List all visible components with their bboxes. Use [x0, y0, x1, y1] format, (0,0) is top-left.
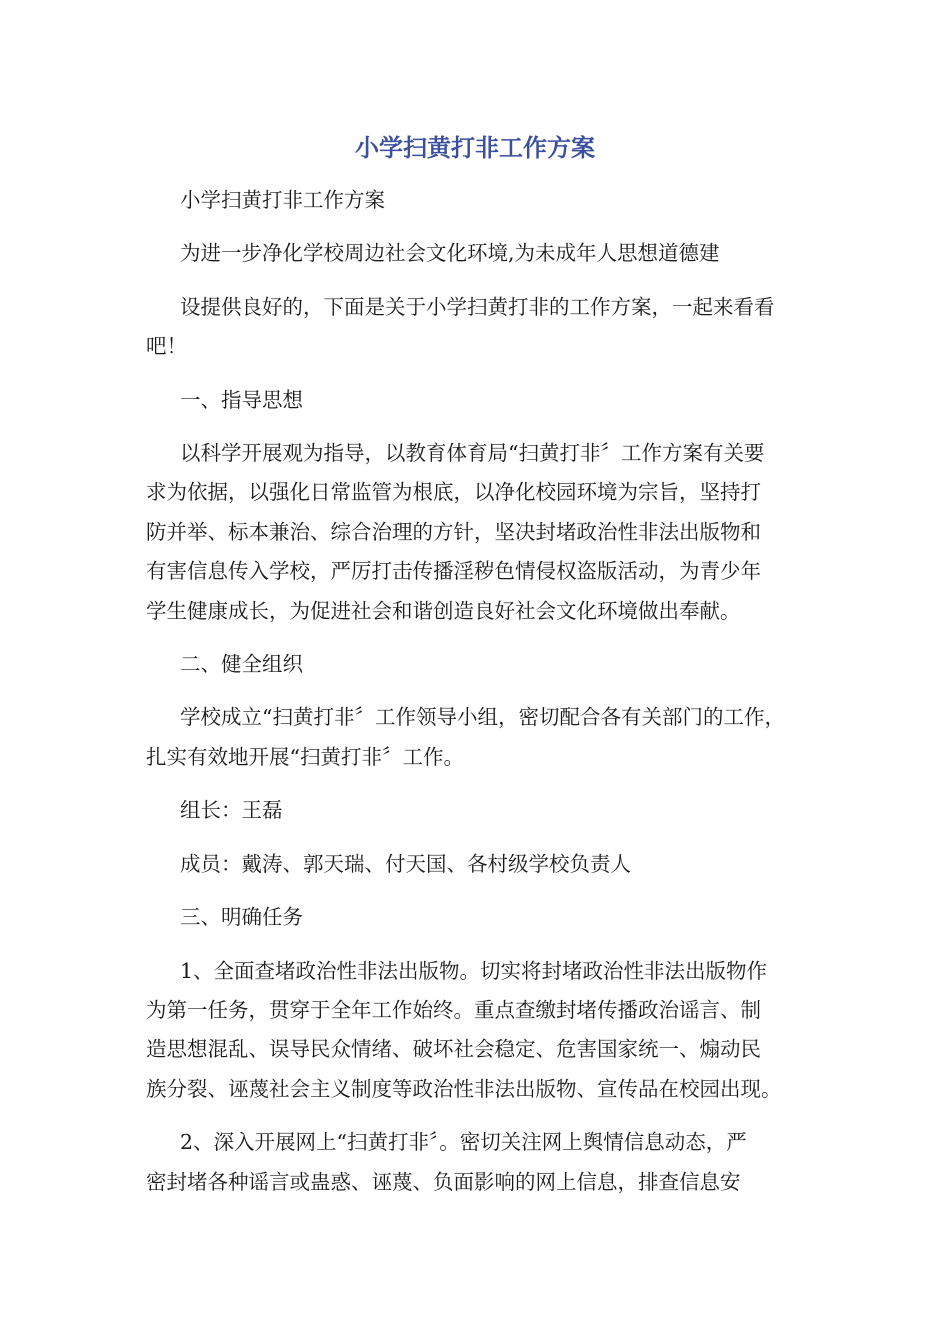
- paragraph: [146, 845, 826, 884]
- text-line: 1、全面查堵政治性非法出版物。切实将封堵政治性非法出版物作: [180, 958, 768, 983]
- document-body: [146, 181, 826, 1216]
- text-line: 设提供良好的，下面是关于小学扫黄打非的工作方案，一起来看看: [180, 294, 775, 319]
- text-line: 三、明确任务: [180, 905, 303, 930]
- paragraph: [146, 234, 826, 273]
- text-line: 学生健康成长，为促进社会和谐创造良好社会文化环境做出奉献。: [146, 598, 741, 623]
- paragraph: [146, 791, 826, 830]
- text-line: 成员：戴涛、郭天瑞、付天国、各村级学校负责人: [180, 851, 631, 876]
- text-line: 防并举、标本兼治、综合治理的方针，坚决封堵政治性非法出版物和: [146, 519, 761, 544]
- text-line: 2、深入开展网上“扫黄打非〞。密切关注网上舆情信息动态，严: [180, 1130, 747, 1155]
- text-line: 为第一任务，贯穿于全年工作始终。重点查缴封堵传播政治谣言、制: [146, 997, 761, 1022]
- text-line: 学校成立“扫黄打非〞工作领导小组，密切配合各有关部门的工作，: [180, 705, 785, 730]
- paragraph: [146, 434, 826, 631]
- paragraph: [146, 288, 826, 367]
- paragraph: [146, 381, 826, 420]
- paragraph: [146, 1123, 826, 1202]
- text-line: 密封堵各种谣言或蛊惑、诬蔑、负面影响的网上信息，排查信息安: [146, 1169, 741, 1194]
- paragraph: [146, 898, 826, 937]
- paragraph: [146, 698, 826, 777]
- text-line: 吧！: [146, 334, 187, 359]
- text-line: 小学扫黄打非工作方案: [180, 188, 385, 212]
- document-title: 小学扫黄打非工作方案: [355, 134, 595, 162]
- paragraph: [146, 181, 826, 220]
- text-line: 求为依据，以强化日常监管为根底，以净化校园环境为宗旨，坚持打: [146, 480, 761, 505]
- text-line: 二、健全组织: [180, 652, 303, 677]
- text-line: 为进一步净化学校周边社会文化环境,为未成年人思想道德建: [180, 241, 720, 266]
- text-line: 族分裂、诬蔑社会主义制度等政治性非法出版物、宣传品在校园出现。: [146, 1076, 782, 1101]
- text-line: 扎实有效地开展“扫黄打非〞工作。: [146, 744, 464, 769]
- text-line: 组长：王磊: [180, 798, 283, 823]
- text-line: 有害信息传入学校，严厉打击传播淫秽色情侵权盗版活动，为青少年: [146, 559, 761, 584]
- paragraph: [146, 952, 826, 1110]
- text-line: 一、指导思想: [180, 387, 303, 412]
- paragraph: [146, 645, 826, 684]
- text-line: 造思想混乱、误导民众情绪、破坏社会稳定、危害国家统一、煽动民: [146, 1037, 761, 1062]
- text-line: 以科学开展观为指导，以教育体育局“扫黄打非〞工作方案有关要: [180, 441, 765, 466]
